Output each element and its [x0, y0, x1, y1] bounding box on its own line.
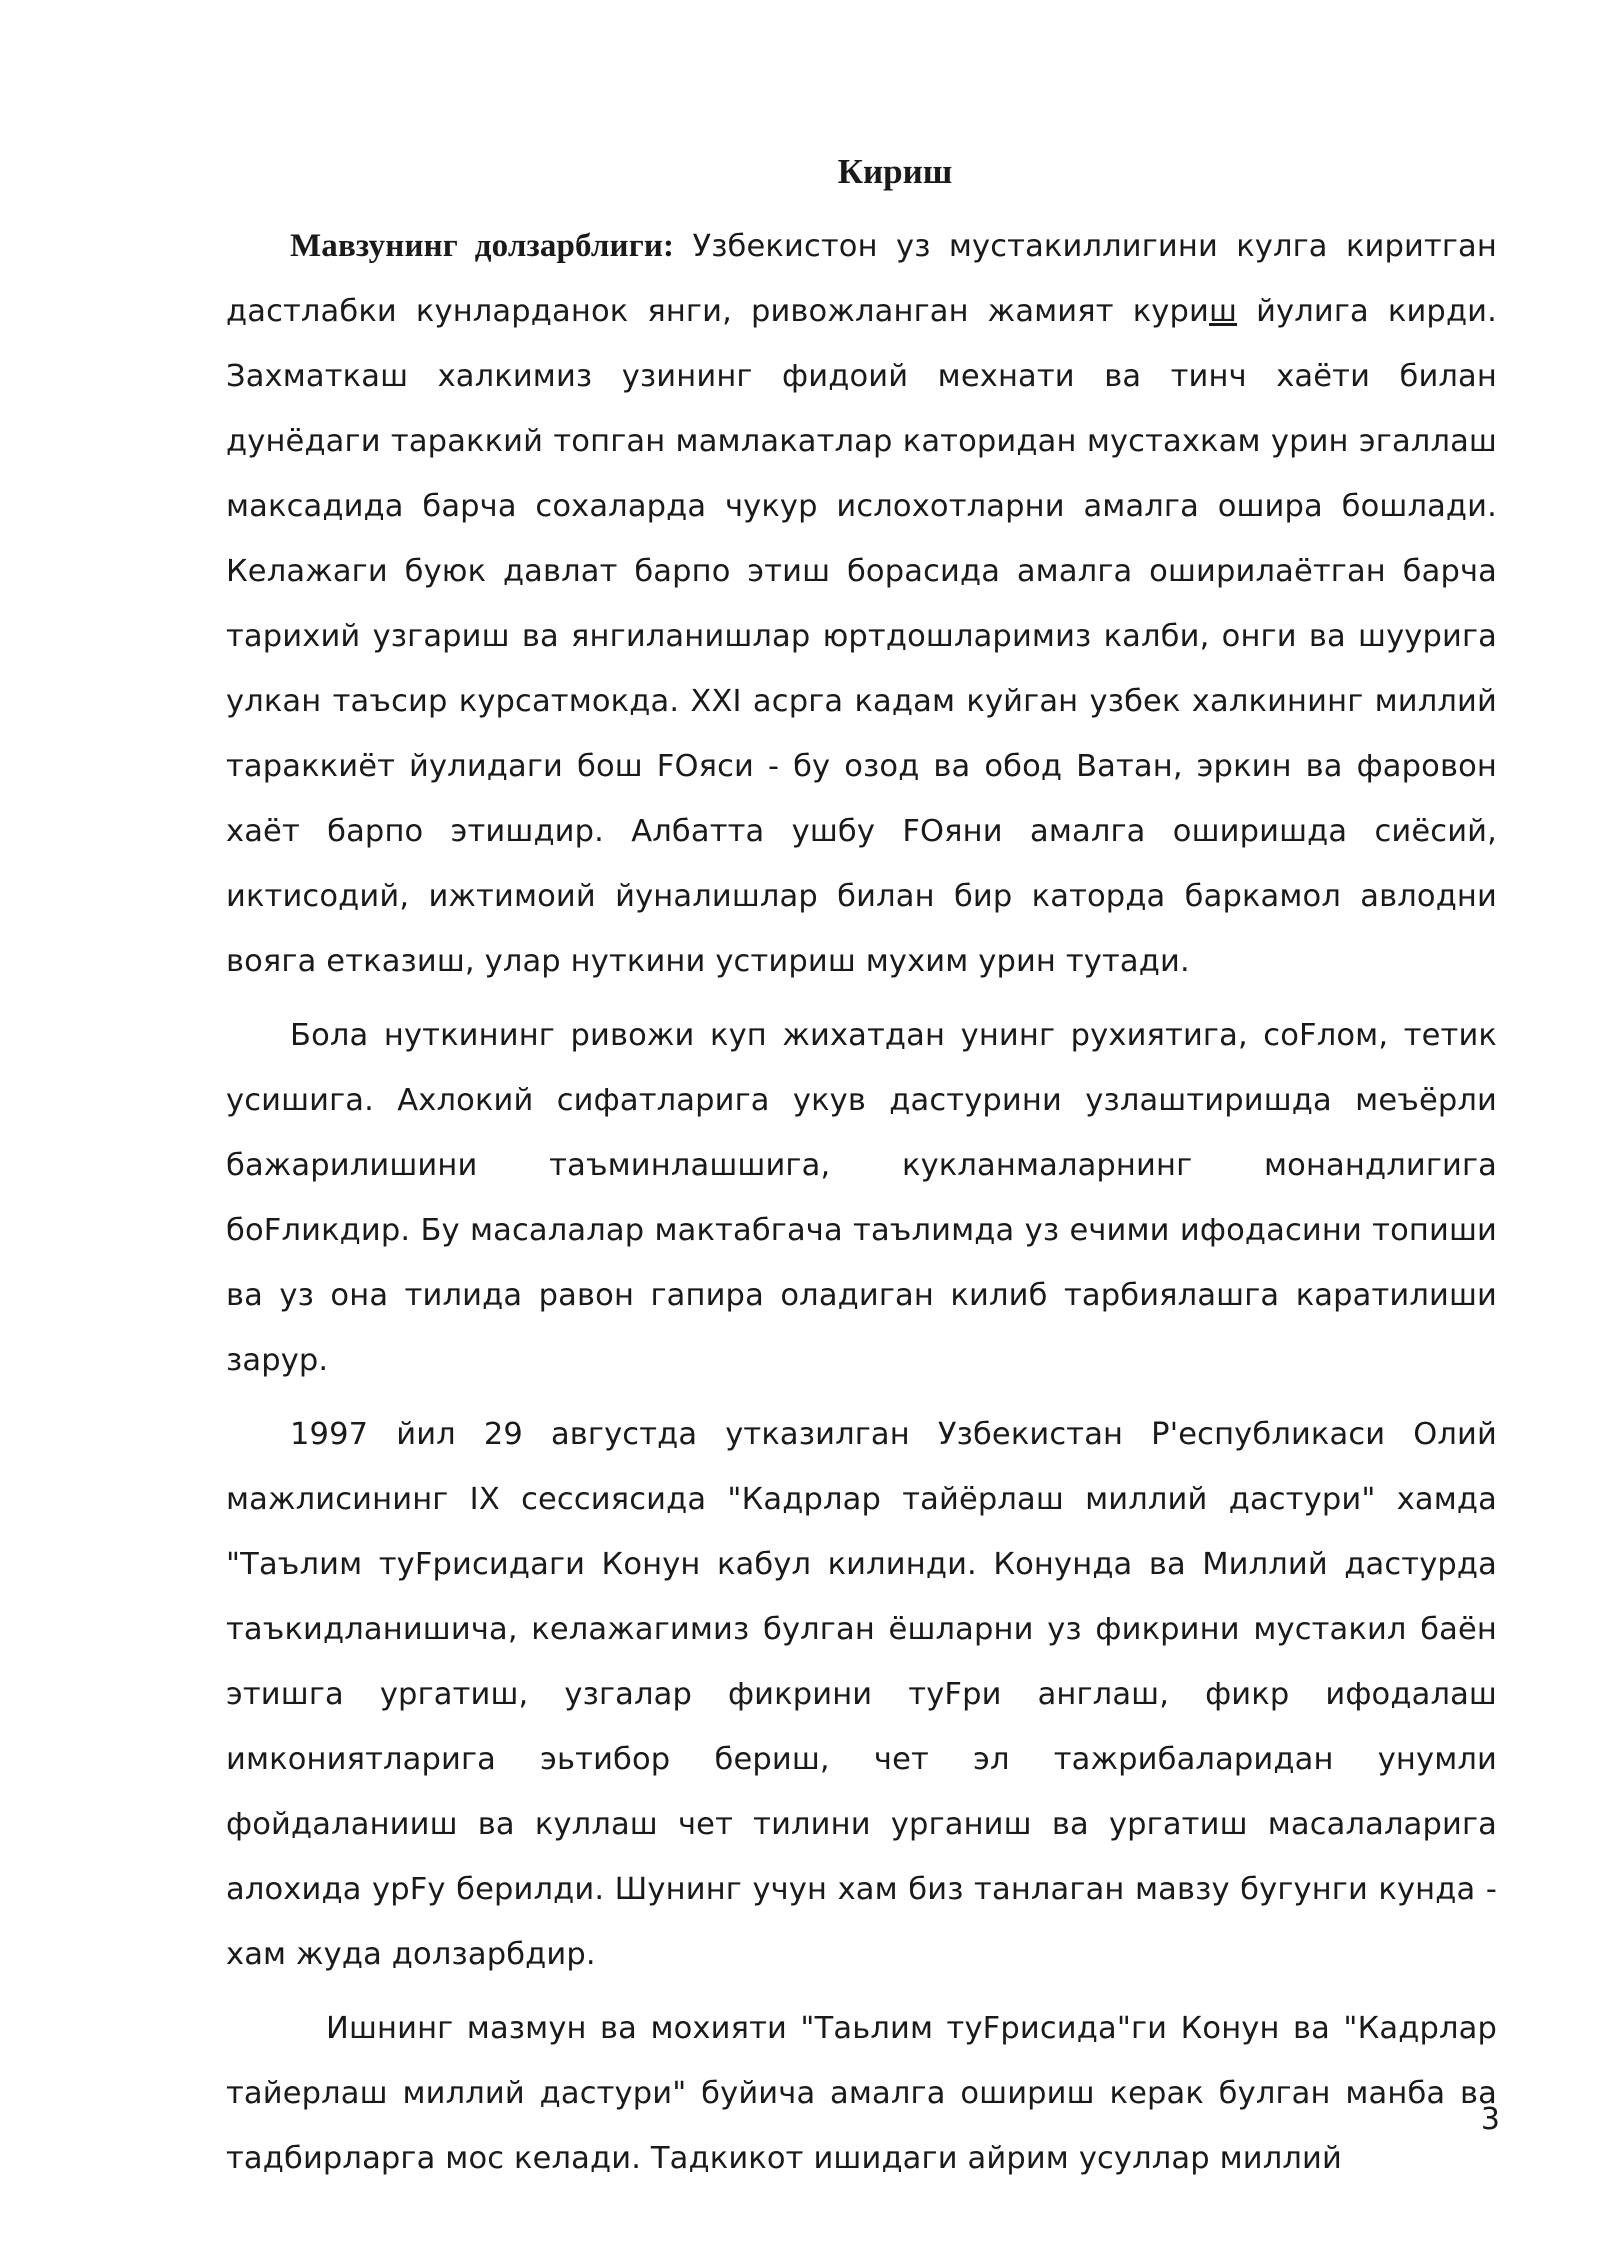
- paragraph-law-1997: 1997 йил 29 августда утказилган Узбекистан P'еспубликаси Олий мажлисининг IX сессиясида "Кадрлар тайёрлаш миллий дастури" хамда "Таълим туFрисидаги Конун кабул килинди. Конунда ва Миллий дастурда таъкидланишича, келажагимиз булган ёшларни уз фикрини мустакил баён этишга ургатиш, узгалар фикрини туFри англаш, фикр ифодалаш имкониятларига эьтибор бериш, чет эл тажрибаларидан унумли фойдаланииш ва куллаш чет тилини урганиш ва ургатиш масалаларига алохида урFу берилди. Шунинг учун хам биз танлаган мавзу бугунги кунда - хам жуда долзарбдир.: [226, 1417, 1497, 1972]
- underlined-letter: ш: [1208, 294, 1238, 329]
- paragraph-text: йулига кирди. Захматкаш халкимиз узининг фидоий мехнати ва тинч хаёти билан дунёдаги тараккий топган мамлакатлар каторидан мустахкам урин эгаллаш максадида барча сохаларда чукур ислохотларни амалга ошира бошлади. Келажаги буюк давлат барпо этиш борасида амалга оширилаётган барча тарихий узгариш ва янгиланишлар юртдошларимиз калби, онги ва шуурига улкан таъсир курсатмокда. XXI асрга кадам куйган узбек халкининг миллий тараккиёт йулидаги бош FОяси - бу озод ва обод Ватан, эркин ва фаровон хаёт барпо этишдир. Албатта ушбу FОяни амалга оширишда сиёсий, иктисодий, ижтимоий йуналишлар билан бир каторда баркамол авлодни вояга етказиш, улар нуткини устириш мухим урин тутади.: [226, 294, 1497, 979]
- paragraph-child-speech: Бола нуткининг ривожи куп жихатдан унинг рухиятига, coFлом, тетик усишига. Ахлокий сифатларига укув дастурини узлаштиришда меъёрли бажарилишини таъминлашшига, кукланмаларнинг монандлигига боFликдир. Бу масалалар мактабгача таълимда уз ечими ифодасини топиши ва уз она тилида равон гапира оладиган килиб тарбиялашга каратилиши зарур.: [226, 1018, 1497, 1378]
- paragraph-essence: Ишнинг мазмун ва мохияти "Таьлим туFрисида"ги Конун ва "Кадрлар тайерлаш миллий дастури" буйича амалга ошириш керак булган манба ва тадбирларга мос келади. Тадкикот ишидаги айрим усуллар миллий: [226, 2011, 1497, 2176]
- paragraph-lead: Мавзунинг долзарблиги:: [290, 228, 675, 264]
- paragraph-relevance: [226, 214, 1497, 994]
- section-heading: Кириш: [837, 152, 953, 191]
- paragraph-text: Узбекистон уз мустакиллигини кулга киритган дастлабки кунларданок янги, ривожланган жамият кури: [226, 229, 1497, 329]
- page-number: 3: [1480, 2102, 1500, 2137]
- body-text: [226, 214, 1497, 2191]
